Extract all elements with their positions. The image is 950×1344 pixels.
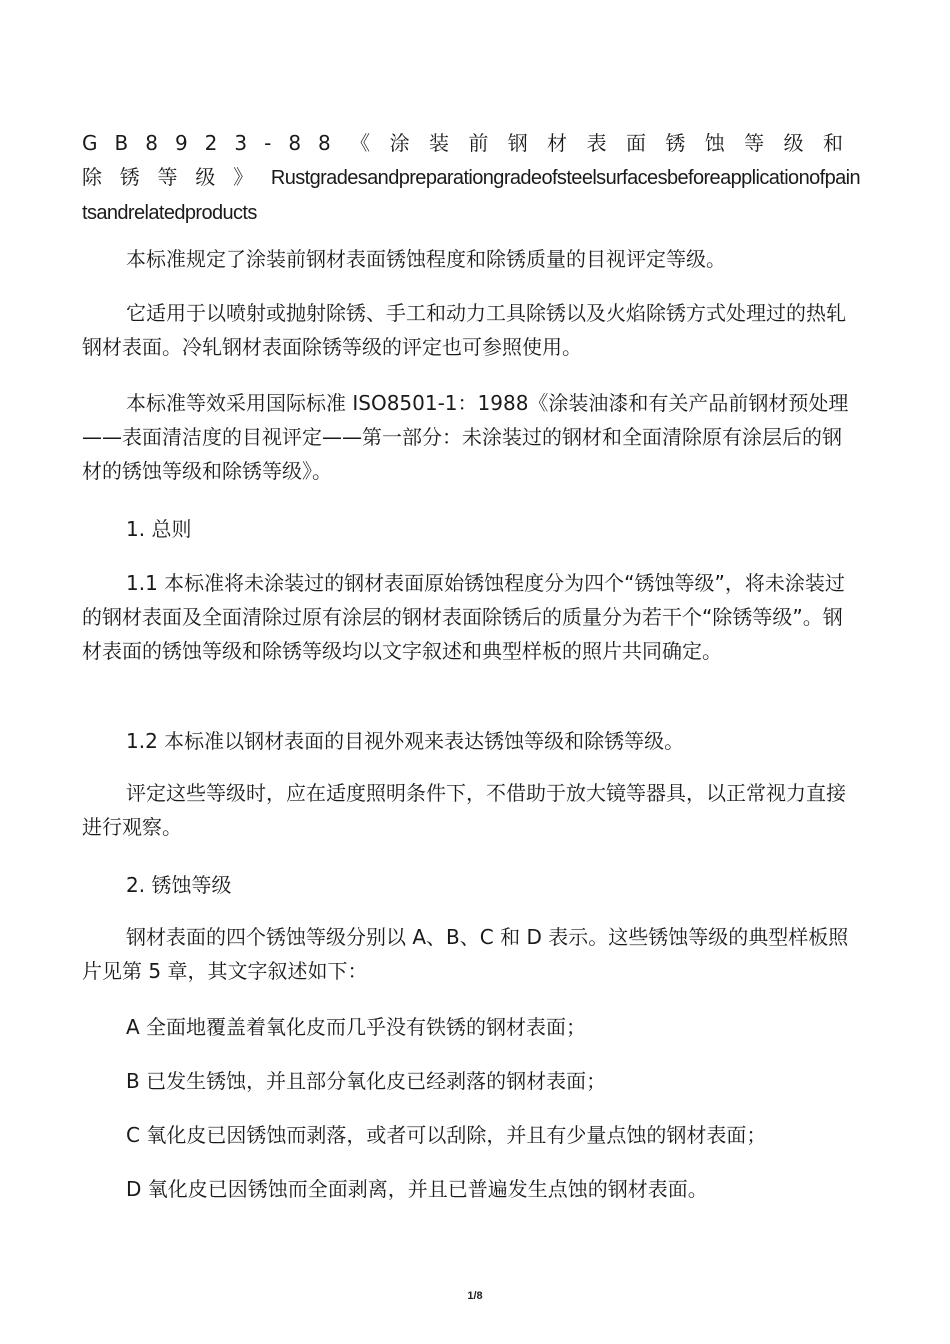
list-item-grade-a: A 全面地覆盖着氧化皮而几乎没有铁锈的钢材表面； bbox=[126, 1015, 587, 1039]
paragraph-applicability: 它适用于以喷射或抛射除锈、手工和动力工具除锈以及火焰除锈方式处理过的热轧钢材表面。冷轧钢材表面除锈等级的评定也可参照使用。 bbox=[82, 301, 846, 359]
paragraph-observation: 评定这些等级时，应在适度照明条件下，不借助于放大镜等器具，以正常视力直接进行观察。 bbox=[82, 781, 846, 839]
page-number: 1/8 bbox=[467, 1290, 483, 1302]
paragraph-scope-intro: 本标准规定了涂装前钢材表面锈蚀程度和除锈质量的目视评定等级。 bbox=[126, 247, 726, 271]
document-title bbox=[82, 126, 860, 230]
paragraph-1-2: 1.2 本标准以钢材表面的目视外观来表达锈蚀等级和除锈等级。 bbox=[126, 729, 685, 753]
paragraph-iso-reference: 本标准等效采用国际标准 ISO8501-1：1988《涂装油漆和有关产品前钢材预处理——表面清洁度的目视评定——第一部分：未涂装过的钢材和全面清除原有涂层后的钢材的锈蚀等级和除锈等级》。 bbox=[82, 391, 849, 483]
paragraph-rust-grades-intro: 钢材表面的四个锈蚀等级分别以 A、B、C 和 D 表示。这些锈蚀等级的典型样板照片见第 5 章，其文字叙述如下： bbox=[82, 925, 849, 983]
list-item-grade-b: B 已发生锈蚀，并且部分氧化皮已经剥落的钢材表面； bbox=[126, 1069, 607, 1093]
section-heading-rust-grades: 2. 锈蚀等级 bbox=[126, 873, 232, 897]
section-heading-general: 1. 总则 bbox=[126, 517, 192, 541]
title-english: Rustgradesandpreparationgradeofsteelsurfacesbeforeapplicationofpaintsandrelatedproducts bbox=[82, 167, 860, 224]
title-chinese: GB8923-88《涂装前钢材表面锈蚀等级和除锈等级》 bbox=[82, 131, 860, 189]
list-item-grade-c: C 氧化皮已因锈蚀而剥落，或者可以刮除，并且有少量点蚀的钢材表面； bbox=[126, 1123, 767, 1147]
list-item-grade-d: D 氧化皮已因锈蚀而全面剥离，并且已普遍发生点蚀的钢材表面。 bbox=[126, 1177, 708, 1201]
paragraph-1-1: 1.1 本标准将未涂装过的钢材表面原始锈蚀程度分为四个“锈蚀等级”，将未涂装过的钢材表面及全面清除过原有涂层的钢材表面除锈后的质量分为若干个“除锈等级”。钢材表面的锈蚀等级和除锈等级均以文字叙述和典型样板的照片共同确定。 bbox=[82, 571, 845, 663]
